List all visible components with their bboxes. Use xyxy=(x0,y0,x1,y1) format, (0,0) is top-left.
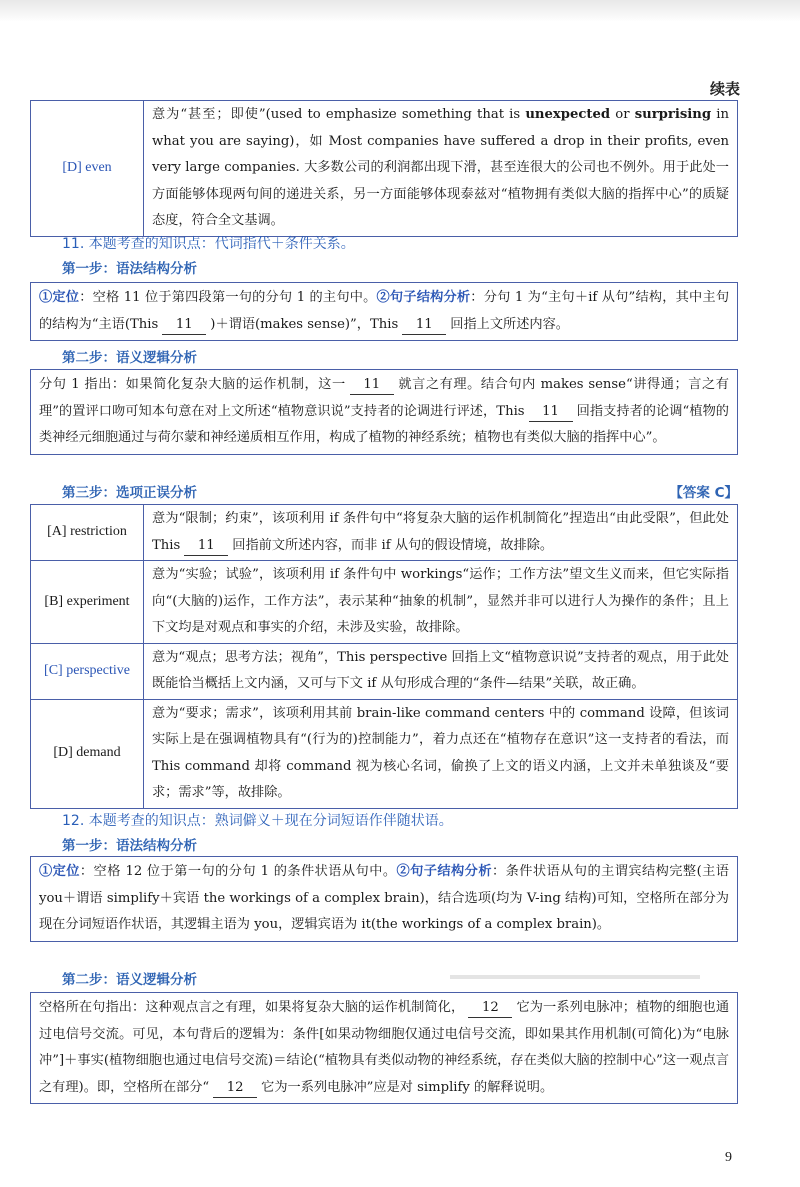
option-label: [A] restriction xyxy=(31,505,144,561)
option-explanation: 意为“要求；需求”，该项利用其前 brain-like command centers 中的 command 设障，但该词实际上是在强调植物具有“(行为的)控制能力”，着力点还在“植物存在意识”这一支持者的看法，而 This command 却将 command 视为核心名词，偷换了上文的语义内涵，上文并未单独谈及“要求；需求”等，故排除。 xyxy=(144,699,738,808)
blank-12: 12 xyxy=(468,999,512,1018)
blank-11: 11 xyxy=(402,316,446,335)
text-run: ：空格 12 位于第一句的分句 1 的条件状语从句中。 xyxy=(79,864,397,879)
text-run: )＋谓语(makes sense)”，This xyxy=(210,316,399,332)
text-run: 回指上文所述内容。 xyxy=(450,316,569,332)
text-run: 它为一系列电脉冲；植物的细胞也通过电信号交流。可见，本句背后的逻辑为：条件[如果动物细胞仅通过电信号交流，即如果其作用机制(可简化)为“电脉冲”]＋事实(植物细胞也通过电信号交流)＝结论(“植物具有类似动物的神经系统，存在类似大脑的控制中心”这一观点言之有理)。即，空格所在部分“ xyxy=(39,1000,730,1095)
q11-option-table xyxy=(30,504,738,809)
option-row-b xyxy=(31,561,738,644)
structure-label: ②句子结构分析 xyxy=(376,290,471,305)
blank-11: 11 xyxy=(350,376,394,395)
q11-step3-title: 第三步：选项正误分析 xyxy=(62,485,197,501)
bold-word: surprising xyxy=(634,107,712,122)
blank-11: 11 xyxy=(162,316,206,335)
q11-heading: 11. 本题考查的知识点：代词指代＋条件关系。 xyxy=(62,236,355,252)
option-row-d xyxy=(31,699,738,808)
option-row-a xyxy=(31,505,738,561)
prev-option-table xyxy=(30,100,738,237)
bold-word: unexpected xyxy=(525,107,611,122)
page-number: 9 xyxy=(725,1150,732,1165)
q11-step1-box xyxy=(30,282,738,341)
option-explanation: 意为“观点；思考方法；视角”，This perspective 回指上文“植物意识说”支持者的观点，用于此处既能恰当概括上文内涵，又可与下文 if 从句形成合理的“条件—结果”关联，故正确。 xyxy=(144,643,738,699)
q11-step1-title: 第一步：语法结构分析 xyxy=(62,261,197,277)
text-run: 就言之有理。结合句内 makes sense“讲得通；言之有理”的置评口吻可知本句意在对上文所述“植物意识说”支持者的论调进行评述，This xyxy=(39,377,729,419)
blank-12: 12 xyxy=(213,1079,257,1098)
q12-step1-box xyxy=(30,856,738,942)
text-run: ：空格 11 位于第四段第一句的分句 1 的主句中。 xyxy=(79,290,377,305)
text-run: 空格所在句指出：这种观点言之有理，如果将复杂大脑的运作机制简化， xyxy=(39,1000,465,1015)
answer-badge: 【答案 C】 xyxy=(669,485,738,501)
option-label: [B] experiment xyxy=(31,561,144,644)
text-run: 回指支持者的论调“植物的类神经元细胞通过与荷尔蒙和神经递质相互作用，构成了植物的神经系统；植物也有类似大脑的指挥中心”。 xyxy=(39,403,729,445)
text-run: 意为“限制；约束”，该项利用 if 条件句中“将复杂大脑的运作机制简化”捏造出“由此受限”，但此处 This xyxy=(152,511,729,553)
text-run: ：分句 1 为“主句＋if 从句”结构，其中主句的结构为“主语(This xyxy=(39,290,730,332)
locate-label: ①定位 xyxy=(39,864,80,879)
text-run: ：条件状语从句的主谓宾结构完整(主语 you＋谓语 simplify＋宾语 the workings of a complex brain)，结合选项(均为 V-ing 结构)可知，空格所在部分为现在分词短语作状语，其逻辑主语为 you，逻辑宾语为 it(the workings of a complex brain)。 xyxy=(39,864,729,932)
option-row-c-correct xyxy=(31,643,738,699)
scan-artifact xyxy=(450,975,700,979)
q12-heading: 12. 本题考查的知识点：熟词僻义＋现在分词短语作伴随状语。 xyxy=(62,813,453,829)
text-run: in what you are saying)，如 Most companies have suffered a drop in their profits, even very large companies. 大多数公司的利润都出现下滑，甚至连很大的公司也不例外。用于此处一方面能够体现两句间的递进关系，另一方面能够体现泰兹对“植物拥有类似大脑的指挥中心”的质疑态度，符合全文基调。 xyxy=(152,107,729,228)
scan-top-shade xyxy=(0,0,800,22)
locate-label: ①定位 xyxy=(39,290,80,305)
text-run: 分句 1 指出：如果简化复杂大脑的运作机制，这一 xyxy=(39,377,346,392)
option-row-d-even xyxy=(31,101,738,237)
text-run: or xyxy=(610,107,635,122)
option-label: [D] demand xyxy=(31,699,144,808)
q12-step2-box xyxy=(30,992,738,1104)
text-run: 它为一系列电脉冲”应是对 simplify 的解释说明。 xyxy=(261,1079,554,1095)
text-run: 回指前文所述内容，而非 if 从句的假设情境，故排除。 xyxy=(232,537,554,553)
q12-step2-title: 第二步：语义逻辑分析 xyxy=(62,972,197,988)
continued-table-label: 续表 xyxy=(709,80,740,98)
option-label: [C] perspective xyxy=(31,643,144,699)
blank-11: 11 xyxy=(184,537,228,556)
text-run: 意为“甚至；即使”(used to emphasize something that is xyxy=(152,107,526,122)
q11-step2-box xyxy=(30,369,738,455)
option-label: [D] even xyxy=(31,101,144,237)
structure-label: ②句子结构分析 xyxy=(396,864,492,879)
q11-step2-title: 第二步：语义逻辑分析 xyxy=(62,350,197,366)
q12-step1-title: 第一步：语法结构分析 xyxy=(62,838,197,854)
option-explanation xyxy=(144,101,738,237)
option-explanation xyxy=(144,505,738,561)
option-explanation: 意为“实验；试验”，该项利用 if 条件句中 workings“运作；工作方法”望文生义而来，但它实际指向“(大脑的)运作，工作方法”，表示某种“抽象的机制”，显然并非可以进行人为操作的条件；且上下文均是对观点和事实的介绍，未涉及实验，故排除。 xyxy=(144,561,738,644)
blank-11: 11 xyxy=(529,403,573,422)
